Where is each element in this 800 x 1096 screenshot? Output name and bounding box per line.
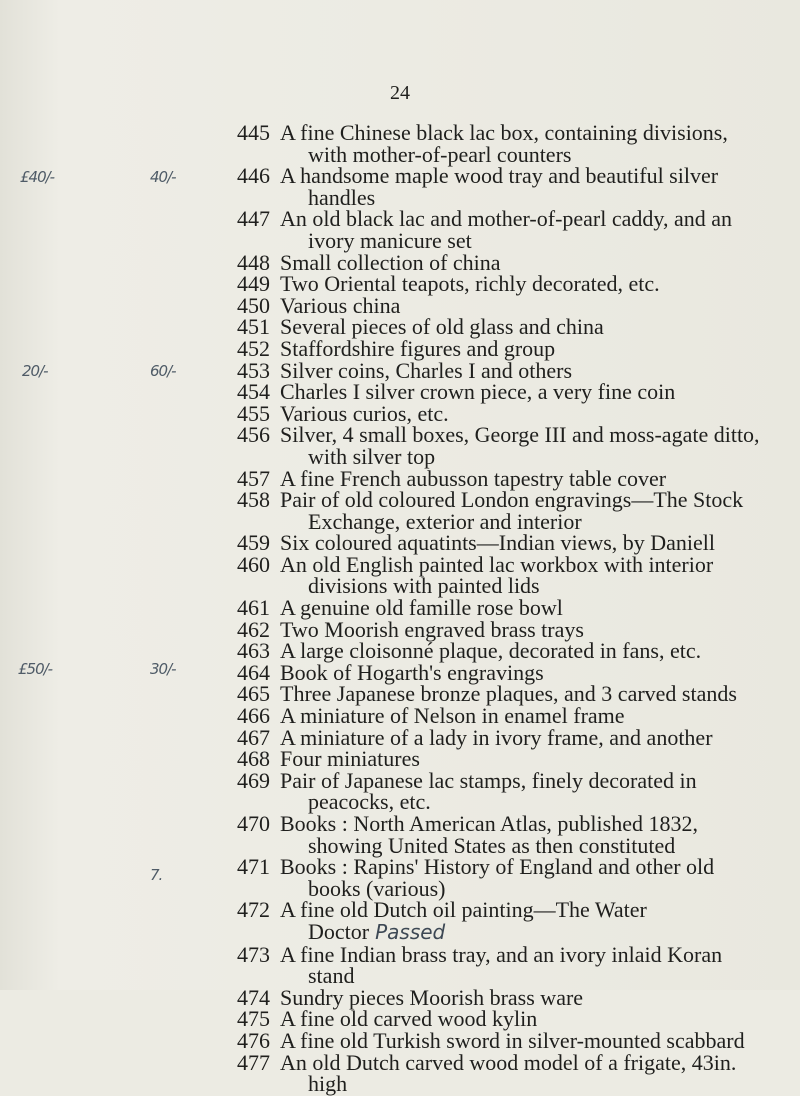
- lot-entry: [0, 1027, 800, 1053]
- margin-note-462: £50/-: [18, 660, 53, 678]
- margin-note-455-b: 60/-: [150, 362, 176, 380]
- margin-note-462-b: 30/-: [150, 660, 176, 678]
- lot-entry: [0, 941, 800, 989]
- lot-description: Three Japanese bronze plaques, and 3 carved stands: [280, 681, 737, 707]
- lot-entry: [0, 724, 800, 750]
- lot-entry: [0, 208, 800, 251]
- lot-number: 472: [237, 897, 270, 923]
- lot-description: Silver, 4 small boxes, George III and moss-agate ditto, with silver top: [280, 422, 760, 469]
- lot-description: Two Oriental teapots, richly decorated, etc.: [280, 271, 660, 297]
- lot-description: A handsome maple wood tray and beautiful silver handles: [280, 163, 719, 210]
- lot-number: 477: [237, 1049, 270, 1075]
- lot-description: Pair of old coloured London engravings—The Stock Exchange, exterior and interior: [280, 487, 744, 534]
- lot-entry: [0, 748, 800, 770]
- lot-description: Books : North American Atlas, published 1832, showing United States as then constituted: [280, 811, 698, 858]
- lot-number: 476: [237, 1027, 270, 1053]
- lot-description: Various curios, etc.: [280, 400, 449, 426]
- lot-entry: [0, 335, 800, 361]
- lot-entry: [0, 1049, 800, 1096]
- lot-description: Sundry pieces Moorish brass ware: [280, 984, 584, 1010]
- lot-description: Silver coins, Charles I and others: [280, 357, 573, 383]
- lot-number: 449: [237, 271, 270, 297]
- lot-entry: [0, 597, 800, 619]
- margin-note-455: 20/-: [22, 362, 48, 380]
- lot-entry: [0, 465, 800, 491]
- lot-entry: [0, 532, 800, 554]
- lot-description: Books : Rapins' History of England and other old books (various): [280, 854, 715, 901]
- lot-description: A fine French aubusson tapestry table cover: [280, 465, 667, 491]
- lot-entry: [0, 683, 800, 705]
- lot-number: 456: [237, 422, 270, 448]
- lot-number: 445: [237, 120, 270, 145]
- page-number: 24: [390, 82, 410, 104]
- lot-number: 457: [237, 465, 270, 491]
- lot-entry: [0, 424, 800, 467]
- lot-description: Four miniatures: [280, 746, 420, 772]
- lot-number: 474: [237, 984, 270, 1010]
- lot-description: [280, 899, 770, 943]
- lot-entry: [0, 165, 800, 208]
- lot-number: 460: [237, 551, 270, 577]
- lot-entry: [0, 856, 800, 899]
- lot-number: 465: [237, 681, 270, 707]
- lot-list: [0, 102, 800, 1095]
- lot-entry: [0, 616, 800, 642]
- lot-entry: [0, 705, 800, 727]
- lot-entry: [0, 273, 800, 295]
- margin-note-447-b: 40/-: [150, 168, 176, 186]
- lot-description: Small collection of china: [280, 249, 501, 275]
- lot-description: Pair of Japanese lac stamps, finely decorated in peacocks, etc.: [280, 767, 697, 815]
- lot-description: A fine Chinese black lac box, containing divisions, with mother-of-pearl counters: [280, 120, 728, 167]
- lot-number: 475: [237, 1006, 270, 1032]
- lot-number: 464: [237, 659, 270, 685]
- lot-number: 455: [237, 400, 270, 426]
- lot-description: An old English painted lac workbox with interior divisions with painted lids: [280, 551, 714, 599]
- lot-description: A fine Indian brass tray, and an ivory inlaid Koran stand: [280, 941, 723, 989]
- lot-number: 462: [237, 616, 270, 642]
- lot-number: 446: [237, 163, 270, 189]
- lot-number: 467: [237, 724, 270, 750]
- lot-description: A miniature of a lady in ivory frame, and another: [280, 724, 713, 750]
- lot-entry: [0, 489, 800, 532]
- lot-entry: [0, 381, 800, 403]
- lot-number: 452: [237, 335, 270, 361]
- lot-number: 461: [237, 595, 270, 621]
- lot-entry: [0, 767, 800, 815]
- lot-number: 471: [237, 854, 270, 880]
- lot-entry: [0, 316, 800, 338]
- lot-number: 454: [237, 379, 270, 405]
- lot-number: 458: [237, 487, 270, 513]
- lot-number: 470: [237, 811, 270, 836]
- lot-entry: [0, 122, 800, 165]
- lot-description: A fine old carved wood kylin: [280, 1006, 538, 1032]
- lot-entry: [0, 659, 800, 685]
- lot-entry: [0, 357, 800, 383]
- lot-number: 447: [237, 206, 270, 232]
- lot-number: 451: [237, 314, 270, 340]
- lot-description: Book of Hogarth's engravings: [280, 659, 544, 685]
- lot-description: A large cloisonné plaque, decorated in fans, etc.: [280, 638, 702, 664]
- lot-entry: [0, 1008, 800, 1030]
- lot-number: 473: [237, 941, 270, 967]
- handwritten-annotation: Passed: [375, 919, 446, 944]
- lot-description: Various china: [280, 292, 401, 318]
- lot-description: Staffordshire figures and group: [280, 335, 556, 361]
- lot-description: An old black lac and mother-of-pearl caddy, and an ivory manicure set: [280, 206, 732, 253]
- lot-entry: [0, 292, 800, 318]
- lot-number: 463: [237, 638, 270, 664]
- lot-description: A miniature of Nelson in enamel frame: [280, 703, 625, 729]
- lot-number: 450: [237, 292, 270, 318]
- margin-note-472: 7.: [150, 866, 163, 884]
- lot-description-text: A fine old Dutch oil painting—The Water Doctor: [280, 897, 647, 944]
- lot-number: 459: [237, 530, 270, 556]
- lot-description: A fine old Turkish sword in silver-mounted scabbard: [280, 1027, 745, 1053]
- lot-number: 448: [237, 249, 270, 275]
- margin-note-447: £40/-: [20, 168, 55, 186]
- lot-entry: [0, 899, 800, 943]
- lot-number: 466: [237, 703, 270, 729]
- lot-description: Six coloured aquatints—Indian views, by Daniell: [280, 530, 716, 556]
- lot-entry: [0, 400, 800, 426]
- lot-entry: [0, 551, 800, 599]
- lot-entry: [0, 640, 800, 662]
- lot-description: Several pieces of old glass and china: [280, 314, 604, 340]
- lot-number: 469: [237, 767, 270, 793]
- lot-entry: [0, 813, 800, 856]
- lot-description: An old Dutch carved wood model of a frigate, 43in. high: [280, 1049, 737, 1096]
- lot-description: Charles I silver crown piece, a very fine coin: [280, 379, 676, 405]
- lot-number: 453: [237, 357, 270, 383]
- lot-number: 468: [237, 746, 270, 772]
- lot-description: Two Moorish engraved brass trays: [280, 616, 584, 642]
- lot-description: A genuine old famille rose bowl: [280, 595, 563, 621]
- lot-entry: [0, 249, 800, 275]
